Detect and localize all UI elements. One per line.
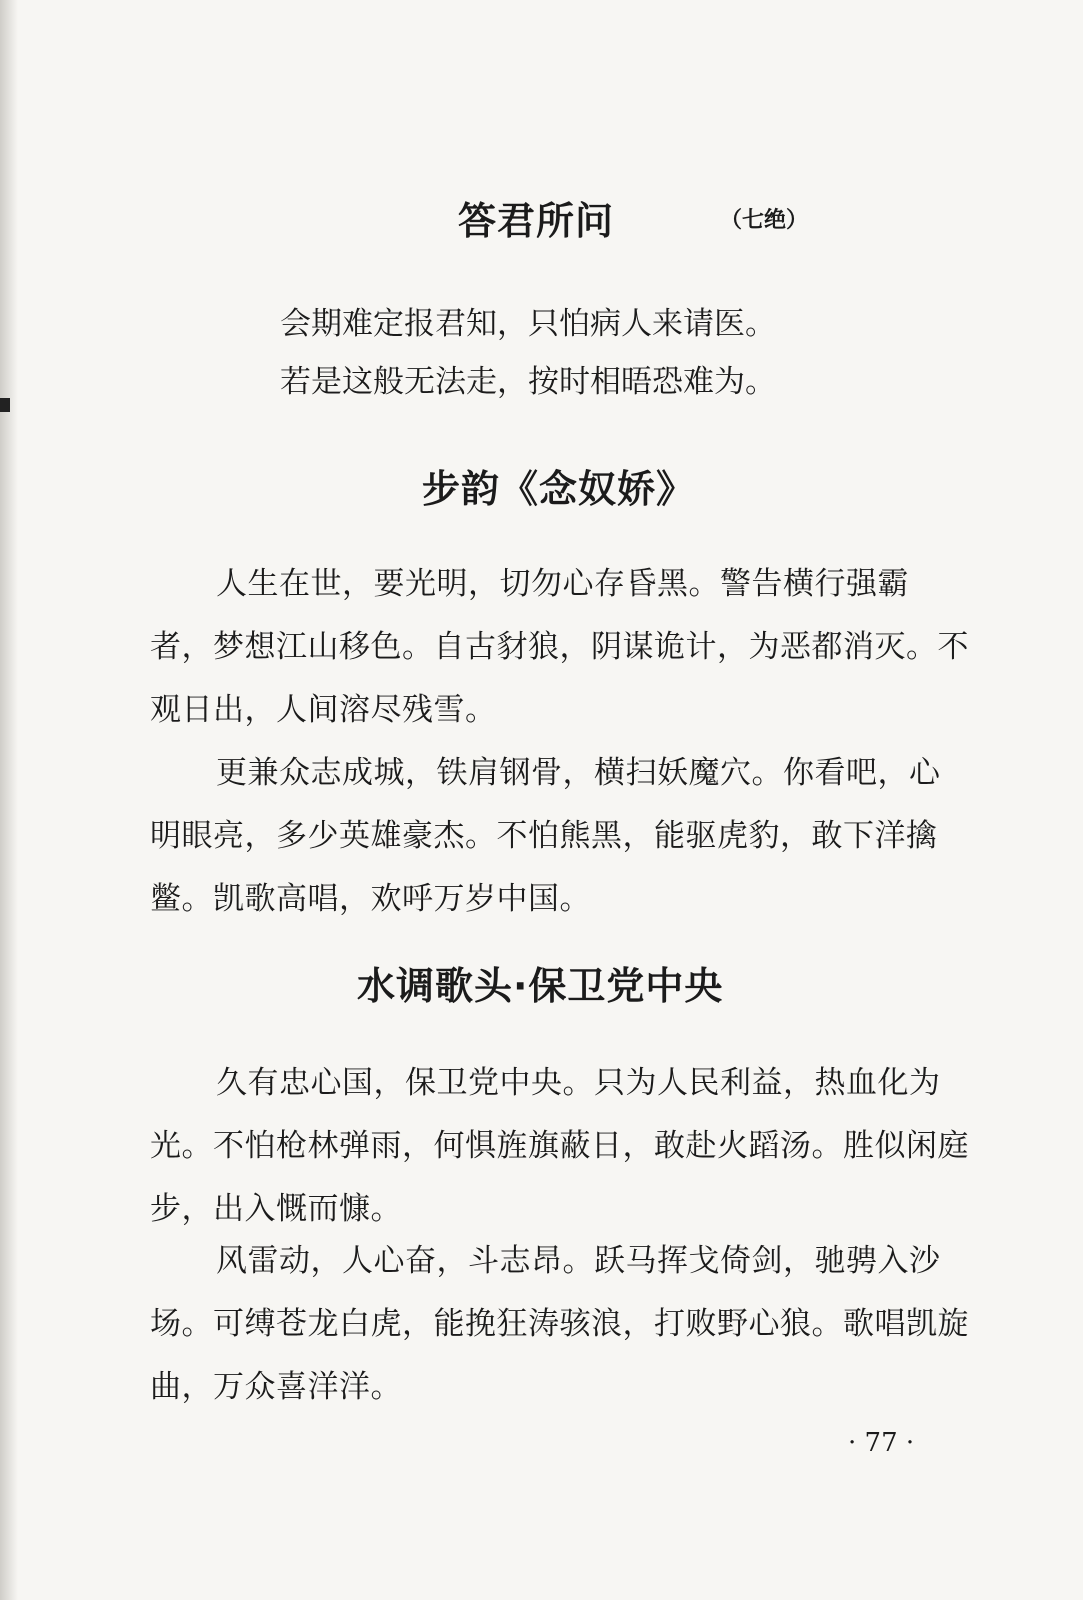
page-binding-shadow [0, 0, 18, 1600]
poem-title-3: 水调歌头·保卫党中央 [357, 964, 724, 1008]
poem-stanza-3-2: 风雷动，人心奋，斗志昂。跃马挥戈倚剑，驰骋入沙场。可缚苍龙白虎，能挽狂涛骇浪，打败野心狼。歌唱凯旋曲，万众喜洋洋。 [150, 1243, 969, 1405]
poem-line-1: 会期难定报君知，只怕病人来请医。 [280, 306, 776, 342]
poem-stanza-2-1: 人生在世，要光明，切勿心存昏黑。警告横行强霸者，梦想江山移色。自古豺狼，阴谋诡计，为恶都消灭。不观日出，人间溶尽残雪。 [150, 566, 969, 728]
poem-stanza-2-2: 更兼众志成城，铁肩钢骨，横扫妖魔穴。你看吧，心明眼亮，多少英雄豪杰。不怕熊黑，能驱虎豹，敢下洋擒鳖。凯歌高唱，欢呼万岁中国。 [150, 755, 941, 917]
poem-title-2: 步韵《念奴娇》 [422, 467, 696, 511]
page-number: · 77 · [848, 1428, 915, 1458]
page-edge-mark [0, 398, 10, 412]
poem-title-1: 答君所问 [458, 199, 615, 243]
poem-line-2: 若是这般无法走，按时相晤恐难为。 [280, 364, 776, 400]
poem-form-note: （七绝） [720, 207, 809, 233]
poem-stanza-3-1: 久有忠心国，保卫党中央。只为人民利益，热血化为光。不怕枪林弹雨，何惧旌旗蔽日，敢赴火蹈汤。胜似闲庭步，出入慨而慷。 [150, 1065, 969, 1227]
